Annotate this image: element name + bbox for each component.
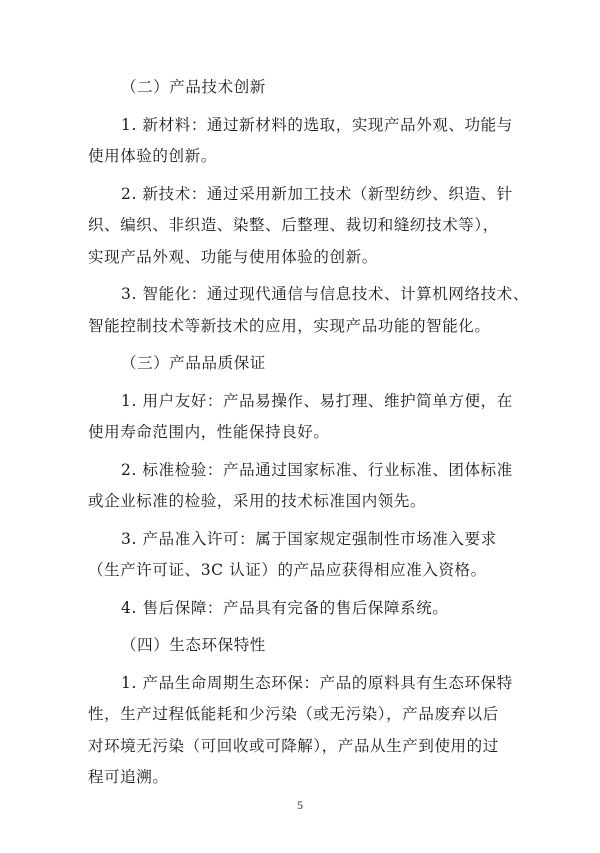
paragraph-line: 2. 新技术：通过采用新加工技术（新型纺纱、织造、针 [121, 184, 513, 203]
paragraph-line: （生产许可证、3C 认证）的产品应获得相应准入资格。 [88, 561, 487, 579]
paragraph-line: 使用体验的创新。 [88, 147, 217, 165]
paragraph-intelligence [88, 279, 529, 342]
paragraph-line: 2. 标准检验：产品通过国家标准、行业标准、团体标准 [121, 460, 513, 479]
paragraph-line: 3. 产品准入许可：属于国家规定强制性市场准入要求 [121, 529, 497, 548]
section-heading-product-tech-innovation: （二）产品技术创新 [121, 78, 266, 96]
paragraph-after-sales [88, 593, 516, 625]
section-heading-product-quality-assurance: （三）产品品质保证 [121, 354, 266, 372]
paragraph-line: 对环境无污染（可回收或可降解），产品从生产到使用的过 [88, 736, 499, 755]
paragraph-line: 程可追溯。 [88, 768, 169, 786]
paragraph-line: 智能控制技术等新技术的应用，实现产品功能的智能化。 [88, 316, 491, 335]
paragraph-line: 或企业标准的检验，采用的技术标准国内领先。 [88, 492, 427, 510]
paragraph-line: 使用寿命范围内，性能保持良好。 [88, 423, 330, 441]
paragraph-line: 性，生产过程低能耗和少污染（或无污染），产品废弃以后 [88, 705, 499, 723]
paragraph-line: 1. 产品生命周期生态环保：产品的原料具有生态环保特 [121, 673, 513, 692]
paragraph-line: 实现产品外观、功能与使用体验的创新。 [88, 247, 378, 266]
page-number: 5 [297, 798, 303, 812]
paragraph-line: 织、编织、非织造、染整、后整理、裁切和缝纫技术等）， [88, 216, 499, 234]
section-heading-eco-friendly: （四）生态环保特性 [121, 636, 266, 654]
paragraph-line: 1. 用户友好：产品易操作、易打理、维护简单方便，在 [121, 391, 513, 410]
paragraph-standard-inspection [88, 455, 516, 518]
paragraph-line: 4. 售后保障：产品具有完备的售后保障系统。 [121, 598, 449, 617]
paragraph-lifecycle-eco [88, 668, 516, 794]
paragraph-new-materials [88, 110, 516, 173]
paragraph-line: 3. 智能化：通过现代通信与信息技术、计算机网络技术、 [121, 285, 529, 303]
paragraph-line: 1. 新材料：通过新材料的选取，实现产品外观、功能与 [121, 115, 513, 134]
paragraph-user-friendly [88, 386, 516, 449]
paragraph-market-access [88, 524, 516, 587]
paragraph-new-technology [88, 179, 516, 274]
document-body [88, 72, 529, 794]
